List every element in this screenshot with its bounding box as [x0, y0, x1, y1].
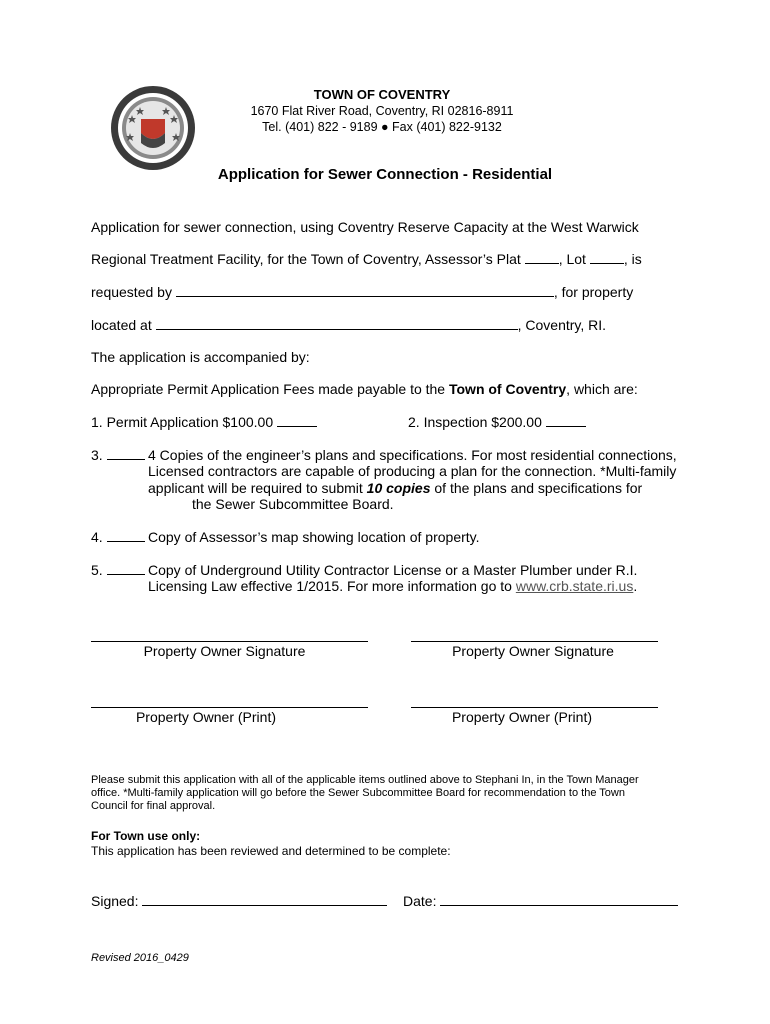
plat-label: Regional Treatment Facility, for the Town of Coventry, Assessor’s Plat — [91, 251, 521, 267]
submit-note-line-2: office. *Multi-family application will go before the Sewer Subcommittee Board for recommendation to the Town — [91, 787, 625, 799]
revised-text: Revised 2016_0429 — [91, 952, 189, 964]
item-5-line-1: Copy of Underground Utility Contractor License or a Master Plumber under R.I. — [148, 562, 638, 578]
coventry-ri-label: , Coventry, RI. — [517, 317, 607, 333]
sig-left-label: Property Owner Signature — [143, 643, 306, 659]
sig-right-label: Property Owner Signature — [452, 643, 614, 659]
item-3-field[interactable] — [107, 447, 145, 460]
lot-field[interactable] — [590, 251, 624, 264]
is-label: , is — [623, 251, 642, 267]
item-5-number — [91, 562, 145, 578]
page-title: Application for Sewer Connection - Residential — [217, 166, 553, 183]
item-5-num: 5. — [91, 562, 103, 578]
town-seal-icon — [110, 85, 196, 171]
date-field[interactable] — [440, 893, 678, 906]
lot-label: , Lot — [558, 251, 586, 267]
item-5-field[interactable] — [107, 562, 145, 575]
town-phone: Tel. (401) 822 - 9189 ● Fax (401) 822-9132 — [262, 120, 502, 134]
located-at-label: located at — [91, 317, 152, 333]
fees-text-a: Appropriate Permit Application Fees made payable to the — [91, 381, 449, 397]
reviewed-text: This application has been reviewed and determined to be complete: — [91, 844, 451, 858]
item-3-line-4: the Sewer Subcommittee Board. — [192, 496, 394, 512]
intro-line-1: Application for sewer connection, using Coventry Reserve Capacity at the West Warwick — [91, 219, 639, 235]
item-4-field[interactable] — [107, 529, 145, 542]
signed-field[interactable] — [142, 893, 387, 906]
plat-field[interactable] — [525, 251, 559, 264]
date-row — [403, 893, 678, 909]
item-3-line-3a: applicant will be required to submit — [148, 480, 367, 496]
item-2 — [408, 414, 586, 430]
item-3-number — [91, 447, 145, 463]
item-5-line-2 — [148, 578, 637, 594]
fees-text-b: , which are: — [566, 381, 638, 397]
item-3-line-3b: of the plans and specifications for — [430, 480, 643, 496]
submit-note-line-3: Council for final approval. — [91, 800, 216, 812]
town-address: 1670 Flat River Road, Coventry, RI 02816-8911 — [250, 104, 514, 118]
print-left-label: Property Owner (Print) — [135, 709, 277, 725]
item-3-line-3 — [148, 480, 642, 496]
signature-line-right[interactable] — [411, 641, 658, 642]
item-5-line-2a: Licensing Law effective 1/2015. For more information go to — [148, 578, 516, 594]
item-1-label: 1. Permit Application $100.00 — [91, 414, 274, 430]
print-right-label: Property Owner (Print) — [451, 709, 593, 725]
item-4-num: 4. — [91, 529, 103, 545]
for-property-label: , for property — [553, 284, 634, 300]
item-3-num: 3. — [91, 447, 103, 463]
signed-label: Signed: — [91, 893, 139, 909]
item-3-line-2: Licensed contractors are capable of producing a plan for the connection. *Multi-family — [148, 463, 677, 479]
located-at-field[interactable] — [156, 317, 518, 330]
item-3-line-1: 4 Copies of the engineer’s plans and specifications. For most residential connections, — [148, 447, 677, 463]
date-label: Date: — [403, 893, 437, 909]
crb-link[interactable]: www.crb.state.ri.us — [515, 578, 634, 594]
item-5-period: . — [633, 578, 638, 594]
signed-row — [91, 893, 387, 909]
item-4-text: Copy of Assessor’s map showing location of property. — [148, 529, 480, 545]
item-3-copies: 10 copies — [366, 480, 431, 496]
item-2-field[interactable] — [546, 414, 586, 427]
intro-line-4 — [91, 317, 606, 333]
submit-note-line-1: Please submit this application with all of the applicable items outlined above to Stephani In, in the Town Manager — [91, 774, 639, 786]
requested-by-field[interactable] — [176, 284, 554, 297]
signature-line-left[interactable] — [91, 641, 368, 642]
print-line-left[interactable] — [91, 707, 368, 708]
town-name: TOWN OF COVENTRY — [313, 87, 451, 102]
town-use-heading: For Town use only: — [91, 829, 201, 843]
print-line-right[interactable] — [411, 707, 658, 708]
intro-line-2 — [91, 251, 642, 267]
accompanied-text: The application is accompanied by: — [91, 349, 310, 365]
item-1-field[interactable] — [277, 414, 317, 427]
requested-by-label: requested by — [91, 284, 172, 300]
item-2-label: 2. Inspection $200.00 — [408, 414, 542, 430]
item-1 — [91, 414, 317, 430]
fees-town: Town of Coventry — [448, 381, 567, 397]
item-4-number — [91, 529, 145, 545]
intro-line-3 — [91, 284, 633, 300]
fees-text — [91, 381, 638, 397]
